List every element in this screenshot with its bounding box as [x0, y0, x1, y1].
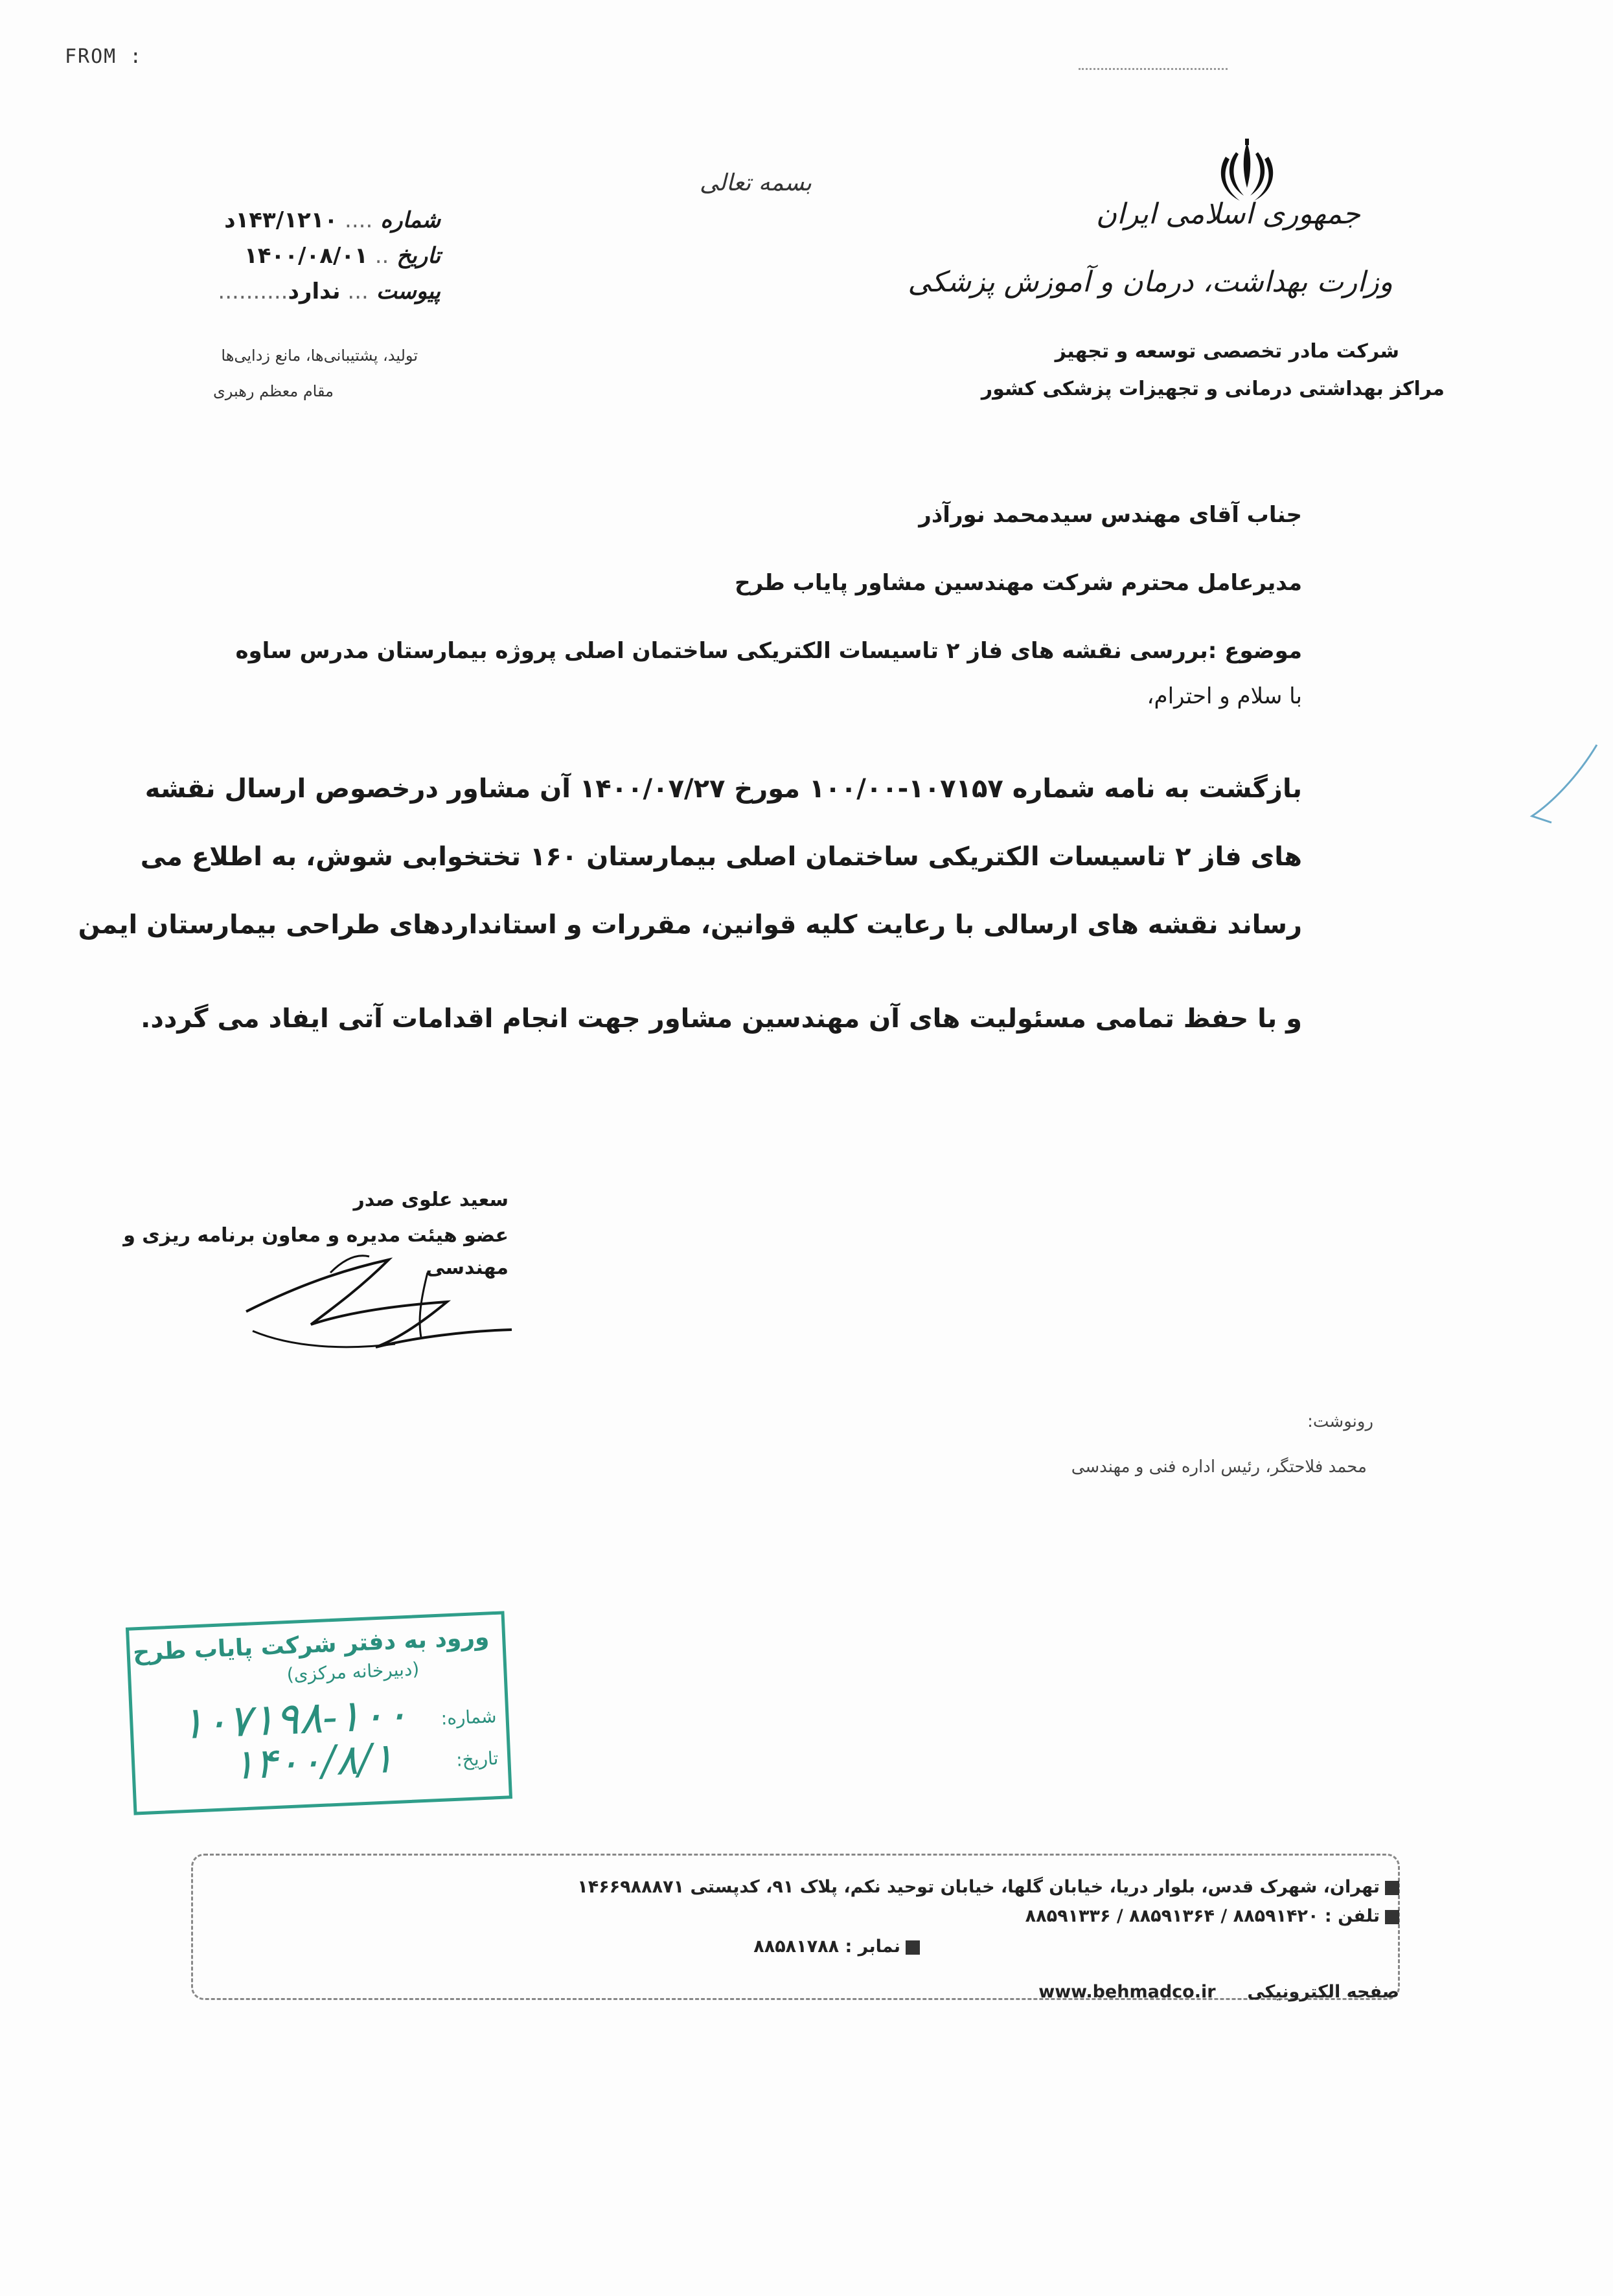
slogan-line-1: تولید، پشتیبانی‌ها، مانع زدایی‌ها: [221, 347, 418, 365]
receipt-stamp: [126, 1611, 512, 1815]
cc-label: رونوشت:: [1307, 1412, 1373, 1431]
signatory-title-line-2: مهندسی: [426, 1256, 509, 1279]
stamp-title: ورود به دفتر شرکت پایاب طرح: [132, 1624, 490, 1666]
bismillah-heading: بسمه تعالی: [700, 170, 812, 196]
location-icon: [1385, 1881, 1399, 1895]
scan-dots: [1079, 68, 1228, 73]
stamp-number-value: ۱۰۷۱۹۸-۱۰۰: [179, 1688, 409, 1750]
stamp-number-label: شماره:: [440, 1705, 498, 1729]
company-name-line-2: مراکز بهداشتی درمانی و تجهیزات پزشکی کشور: [981, 378, 1445, 400]
reference-attachment-row: پیوست... ندارد..........: [218, 278, 440, 304]
stamp-date-value: ۱۴۰۰/۸/۱: [231, 1734, 395, 1790]
reference-date-label: تاریخ: [396, 243, 440, 269]
footer-address: تهران، شهرک قدس، بلوار دریا، خیابان گلها، خیابان توحید نکم، پلاک ۹۱، کدپستی ۱۴۶۶۹۸۸۸۷۱: [577, 1877, 1399, 1897]
slogan-line-2: مقام معظم رهبری: [212, 382, 334, 400]
footer-website-url[interactable]: www.behmadco.ir: [1038, 1982, 1216, 2002]
fax-icon: [906, 1940, 920, 1955]
addressee-name: جناب آقای مهندس سیدمحمد نورآذر: [919, 502, 1302, 528]
reference-date-row: تاریخ.. ۱۴۰۰/۰۸/۰۱: [244, 243, 440, 269]
body-line-2: های فاز ۲ تاسیسات الکتریکی ساختمان اصلی بیمارستان ۱۶۰ تختخوابی شوش، به اطلاع می: [140, 842, 1302, 872]
signatory-name: سعید علوی صدر: [353, 1188, 509, 1211]
ministry-script-line-2: وزارت بهداشت، درمان و آموزش پزشکی: [908, 266, 1393, 299]
footer-phone: تلفن : ۸۸۵۹۱۴۲۰ / ۸۸۵۹۱۳۶۴ / ۸۸۵۹۱۳۳۶: [1025, 1906, 1399, 1926]
phone-icon: [1385, 1910, 1399, 1924]
letter-subject: موضوع :بررسی نقشه های فاز ۲ تاسیسات الکتریکی ساختمان اصلی پروژه بیمارستان مدرس ساوه: [235, 638, 1302, 664]
reference-number-row: شماره.... ۱۴۳/۱۲۱۰د: [224, 207, 440, 233]
handwritten-signature: [233, 1234, 525, 1357]
body-line-4: و با حفظ تمامی مسئولیت های آن مهندسین مشاور جهت انجام اقدامات آتی ایفاد می گردد.: [141, 1004, 1302, 1034]
footer-website: [1038, 1982, 1399, 2002]
stamp-date-label: تاریخ:: [455, 1747, 499, 1771]
addressee-title: مدیرعامل محترم شرکت مهندسین مشاور پایاب طرح: [735, 570, 1302, 596]
cc-recipient: محمد فلاحتگر، رئیس اداره فنی و مهندسی: [1071, 1457, 1367, 1477]
company-name-line-1: شرکت مادر تخصصی توسعه و تجهیز: [1055, 340, 1399, 363]
reference-attachment-label: پیوست: [376, 278, 440, 304]
scan-edge-mark: [1526, 738, 1603, 829]
reference-number-value: ۱۴۳/۱۲۱۰د: [224, 207, 338, 233]
body-line-1: بازگشت به نامه شماره ۱۰۷۱۵۷-۱۰۰/۰۰ مورخ ۱۴۰۰/۰۷/۲۷ آن مشاور درخصوص ارسال نقشه: [144, 774, 1302, 804]
reference-number-label: شماره: [380, 207, 440, 233]
reference-attachment-value: ندارد: [288, 278, 341, 304]
footer-box: [191, 1854, 1400, 2000]
fax-header: FROM :: [65, 45, 143, 68]
footer-website-label: صفحه الکترونیکی: [1247, 1982, 1399, 2002]
stamp-subtitle: (دبیرخانه مرکزی): [286, 1658, 420, 1686]
ministry-script-line-1: جمهوری اسلامی ایران: [1095, 198, 1360, 231]
reference-date-value: ۱۴۰۰/۰۸/۰۱: [244, 243, 368, 269]
iran-emblem-icon: [1211, 136, 1283, 207]
footer-fax: نمابر : ۸۸۵۸۱۷۸۸: [753, 1937, 920, 1957]
signatory-title-line-1: عضو هیئت مدیره و معاون برنامه ریزی و: [123, 1224, 509, 1247]
body-line-3: رساند نقشه های ارسالی با رعایت کلیه قوانین، مقررات و استانداردهای طراحی بیمارستان ایمن: [78, 910, 1302, 940]
greeting: با سلام و احترام،: [1147, 683, 1302, 709]
